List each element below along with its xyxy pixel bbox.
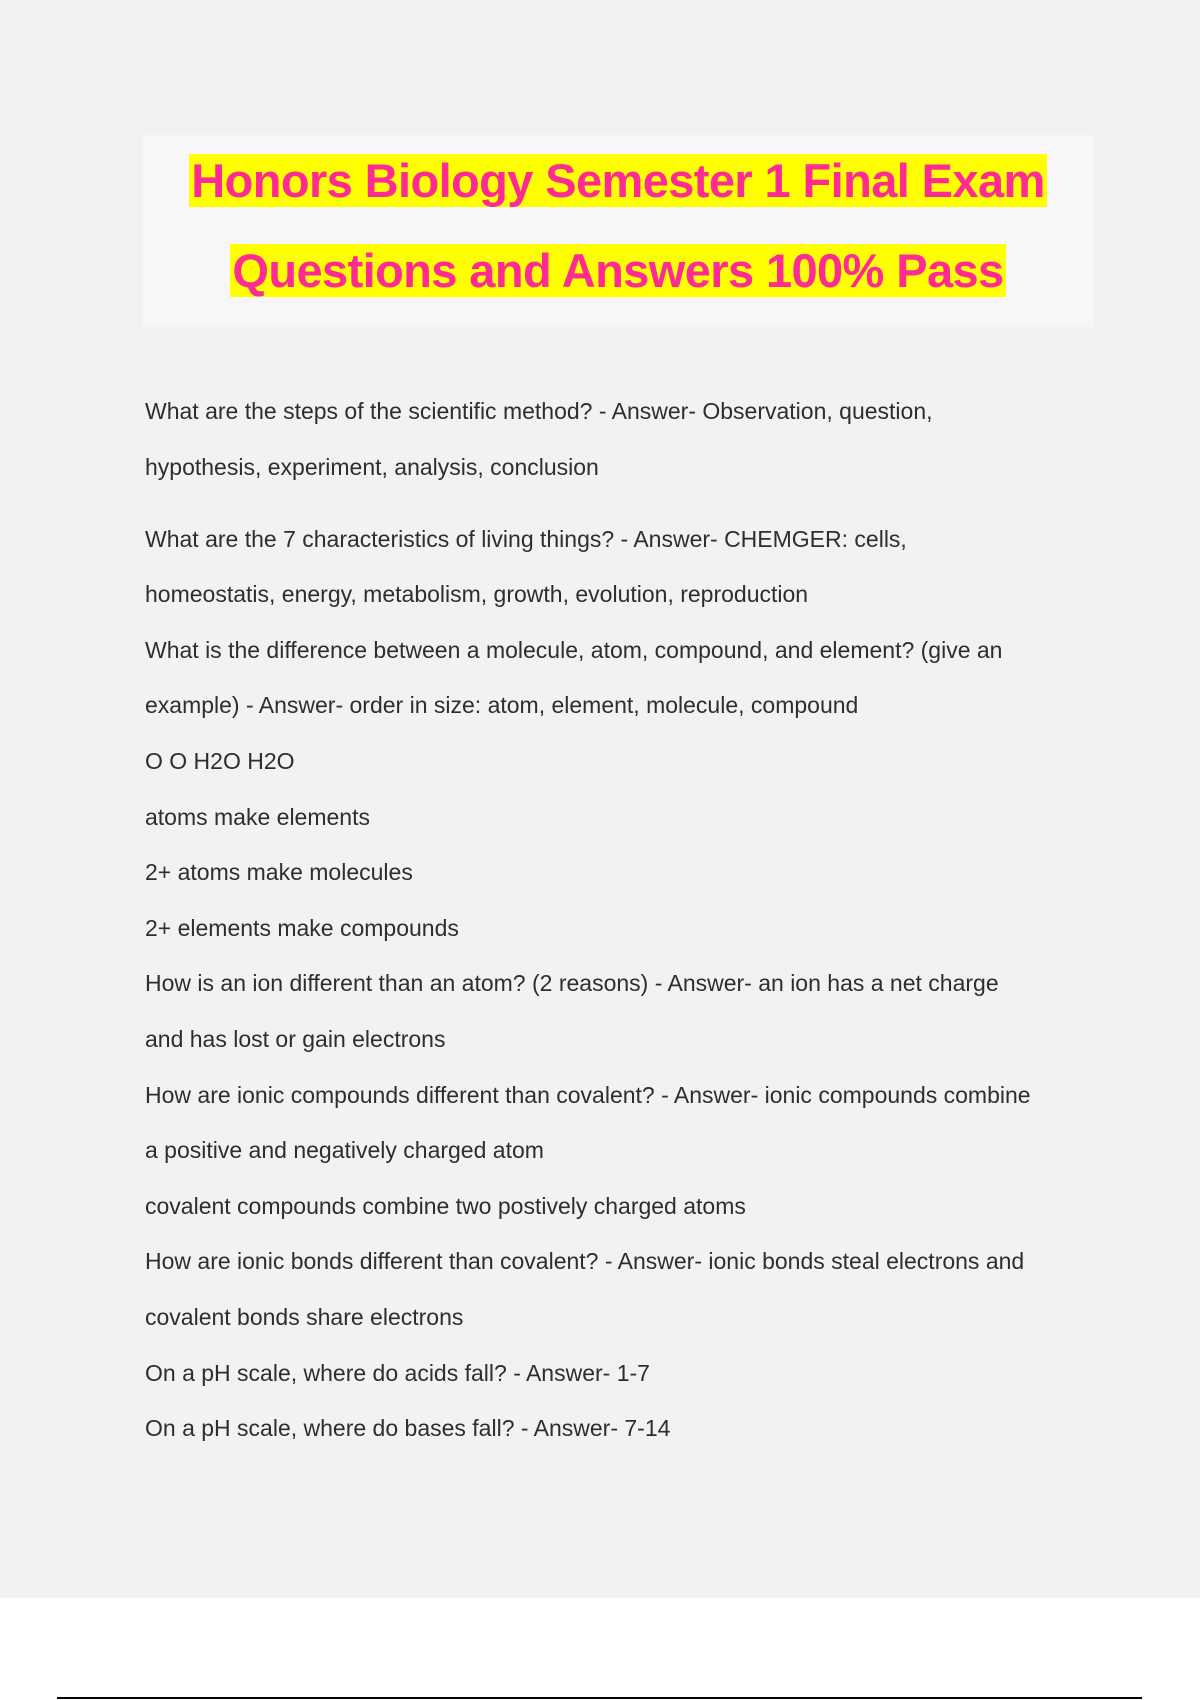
text-line: What are the steps of the scientific method? - Answer- Observation, question, — [145, 398, 933, 424]
text-line: hypothesis, experiment, analysis, conclusion — [145, 454, 599, 480]
text-line: On a pH scale, where do bases fall? - Answer- 7-14 — [145, 1415, 671, 1441]
text-line: example) - Answer- order in size: atom, element, molecule, compound — [145, 692, 859, 718]
text-line: covalent compounds combine two postively charged atoms — [145, 1193, 746, 1219]
text-line: atoms make elements — [145, 804, 370, 830]
footer-divider — [57, 1697, 1142, 1699]
text-line: What is the difference between a molecule, atom, compound, and element? (give an — [145, 637, 1003, 663]
text-line: How are ionic compounds different than covalent? - Answer- ionic compounds combine — [145, 1082, 1031, 1108]
text-line: and has lost or gain electrons — [145, 1026, 446, 1052]
text-line: How is an ion different than an atom? (2 reasons) - Answer- an ion has a net charge — [145, 970, 999, 996]
text-line: How are ionic bonds different than covalent? - Answer- ionic bonds steal electrons and — [145, 1248, 1025, 1274]
title-text-1: Honors Biology Semester 1 Final Exam — [191, 154, 1045, 207]
text-line: a positive and negatively charged atom — [145, 1137, 544, 1163]
title-block — [143, 135, 1093, 327]
text-line: On a pH scale, where do acids fall? - Answer- 1-7 — [145, 1360, 650, 1386]
title-text-2: Questions and Answers 100% Pass — [232, 244, 1004, 297]
text-line: 2+ elements make compounds — [145, 915, 459, 941]
text-line: O O H2O H2O — [145, 748, 295, 774]
text-line: What are the 7 characteristics of living things? - Answer- CHEMGER: cells, — [145, 526, 907, 552]
text-line: 2+ atoms make molecules — [145, 859, 413, 885]
title-line-2 — [143, 241, 1093, 301]
text-line: covalent bonds share electrons — [145, 1304, 464, 1330]
text-line: homeostatis, energy, metabolism, growth, evolution, reproduction — [145, 581, 809, 607]
title-line-1 — [143, 151, 1093, 211]
